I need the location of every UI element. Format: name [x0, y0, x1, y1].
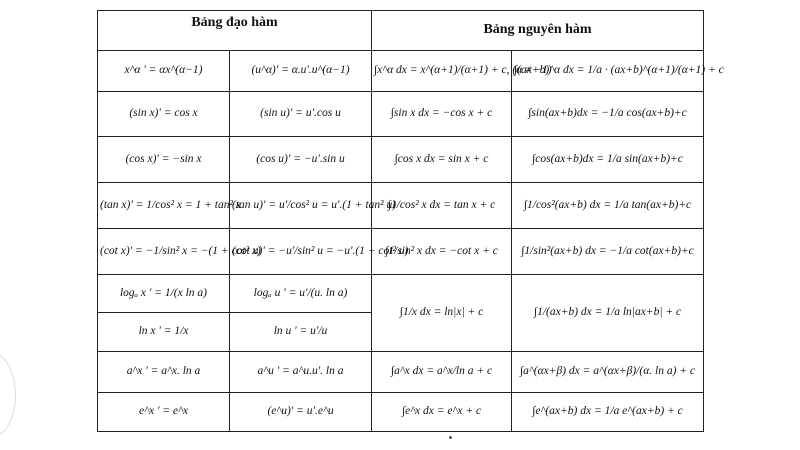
derivative-formula: e^x ' = e^x — [98, 393, 230, 432]
table-row — [98, 51, 704, 92]
derivative-formula: logₐ x ' = 1/(x ln a) — [98, 275, 230, 313]
antiderivative-table-title: Bảng nguyên hàm — [372, 11, 704, 51]
antiderivative-formula: ∫1/cos² x dx = tan x + c — [372, 183, 512, 229]
derivative-formula: (cos x)' = −sin x — [98, 137, 230, 183]
antiderivative-formula-linear: ∫(ax+b)^α dx = 1/a · (ax+b)^(α+1)/(α+1) + c — [512, 51, 704, 92]
derivative-formula-composite: (cos u)' = −u'.sin u — [230, 137, 372, 183]
derivative-formula-composite: (tan u)' = u'/cos² u = u'.(1 + tan² u) — [230, 183, 372, 229]
antiderivative-formula: ∫1/sin² x dx = −cot x + c — [372, 229, 512, 275]
derivative-formula-composite: ln u ' = u'/u — [230, 313, 372, 352]
table-row — [98, 92, 704, 137]
antiderivative-formula: ∫x^α dx = x^(α+1)/(α+1) + c, (α ≠ −1) — [372, 51, 512, 92]
derivative-formula-composite: (cot u)' = −u'/sin² u = −u'.(1 + cot² u) — [230, 229, 372, 275]
derivative-formula-composite: logₐ u ' = u'/(u. ln a) — [230, 275, 372, 313]
antiderivative-formula-linear: ∫1/cos²(ax+b) dx = 1/a tan(ax+b)+c — [512, 183, 704, 229]
derivative-formula: ln x ' = 1/x — [98, 313, 230, 352]
derivative-formula: (sin x)' = cos x — [98, 92, 230, 137]
antiderivative-formula-linear: ∫1/sin²(ax+b) dx = −1/a cot(ax+b)+c — [512, 229, 704, 275]
table-row — [98, 137, 704, 183]
derivative-table-title: Bảng đạo hàm — [98, 11, 372, 51]
table-row — [98, 229, 704, 275]
antiderivative-formula-linear: ∫cos(ax+b)dx = 1/a sin(ax+b)+c — [512, 137, 704, 183]
antiderivative-formula-linear: ∫e^(ax+b) dx = 1/a e^(ax+b) + c — [512, 393, 704, 432]
derivative-formula-composite: (u^α)' = α.u'.u^(α−1) — [230, 51, 372, 92]
derivative-formula: (cot x)' = −1/sin² x = −(1 + cot² x) — [98, 229, 230, 275]
table-row — [98, 275, 704, 313]
decorative-arc — [0, 352, 16, 438]
table-row — [98, 352, 704, 393]
antiderivative-formula: ∫cos x dx = sin x + c — [372, 137, 512, 183]
derivative-formula: a^x ' = a^x. ln a — [98, 352, 230, 393]
antiderivative-formula-linear: ∫1/(ax+b) dx = 1/a ln|ax+b| + c — [512, 275, 704, 352]
antiderivative-formula: ∫e^x dx = e^x + c — [372, 393, 512, 432]
table-row — [98, 183, 704, 229]
derivative-formula-composite: (e^u)' = u'.e^u — [230, 393, 372, 432]
formula-table — [97, 10, 724, 432]
antiderivative-formula: ∫a^x dx = a^x/ln a + c — [372, 352, 512, 393]
antiderivative-formula: ∫1/x dx = ln|x| + c — [372, 275, 512, 352]
stray-dot — [449, 436, 452, 439]
derivative-formula: x^α ' = αx^(α−1) — [98, 51, 230, 92]
derivative-formula-composite: (sin u)' = u'.cos u — [230, 92, 372, 137]
derivative-formula: (tan x)' = 1/cos² x = 1 + tan² x — [98, 183, 230, 229]
table-header-row — [98, 11, 704, 51]
antiderivative-formula-linear: ∫a^(αx+β) dx = a^(αx+β)/(α. ln a) + c — [512, 352, 704, 393]
antiderivative-formula-linear: ∫sin(ax+b)dx = −1/a cos(ax+b)+c — [512, 92, 704, 137]
table-row — [98, 393, 704, 432]
antiderivative-formula: ∫sin x dx = −cos x + c — [372, 92, 512, 137]
derivative-formula-composite: a^u ' = a^u.u'. ln a — [230, 352, 372, 393]
